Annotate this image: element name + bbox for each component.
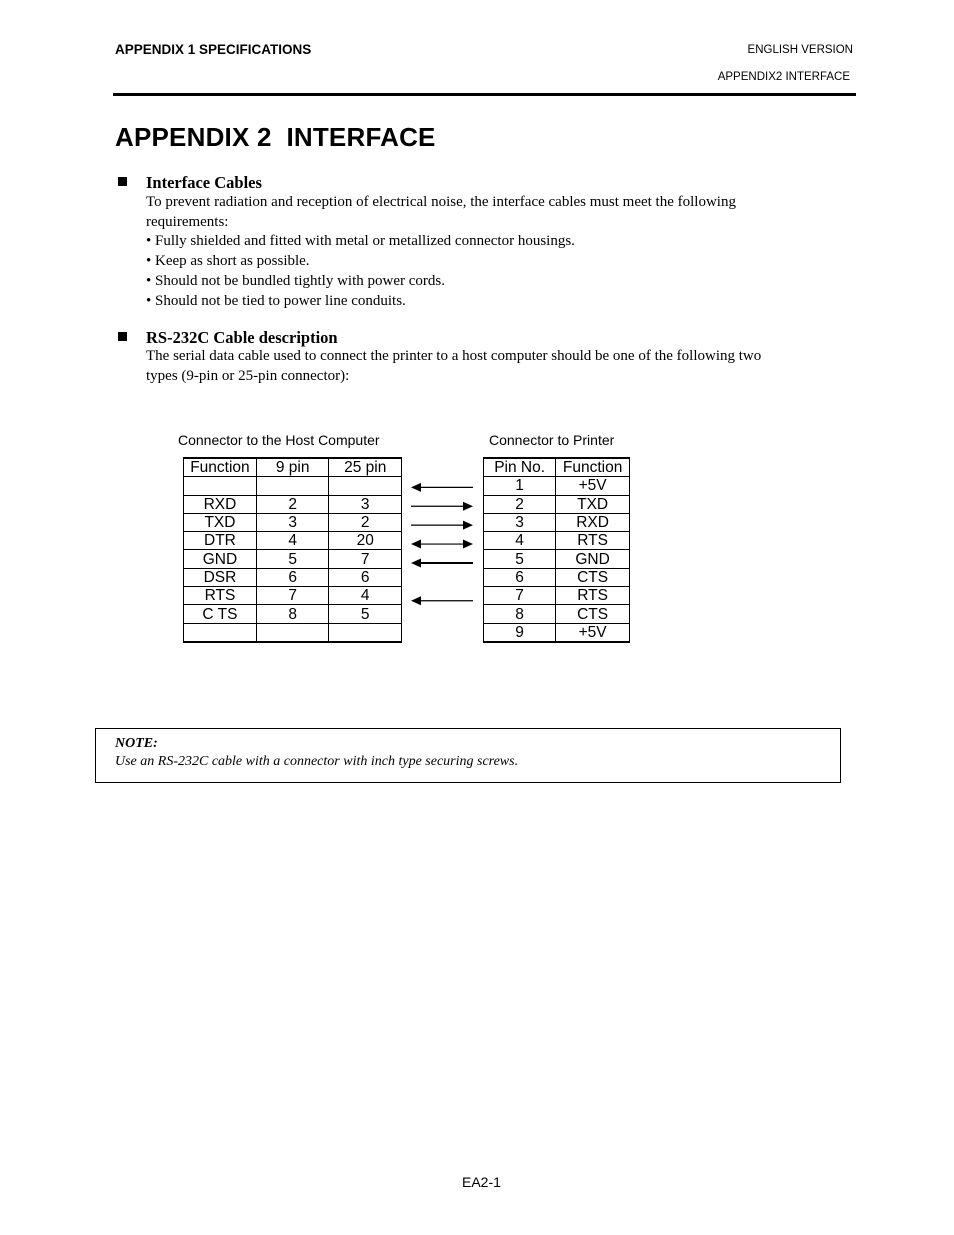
printer-table-row	[484, 495, 630, 513]
printer-table-column-header: Function	[556, 458, 630, 477]
rs232c-body	[146, 347, 826, 386]
requirement-item: • Keep as short as possible.	[146, 253, 310, 269]
host-table-row	[184, 623, 402, 642]
printer-table-header-row	[484, 458, 630, 477]
host-table-cell	[184, 623, 257, 642]
host-table-row	[184, 532, 402, 550]
host-table-cell: TXD	[184, 513, 257, 531]
printer-table-row	[484, 532, 630, 550]
host-table-cell: 7	[256, 587, 329, 605]
host-table-header-row	[184, 458, 402, 477]
arrow-right-icon	[411, 521, 473, 530]
host-table-row	[184, 605, 402, 623]
host-table-cell: C TS	[184, 605, 257, 623]
printer-table-column-header: Pin No.	[484, 458, 556, 477]
host-table-column-header: Function	[184, 458, 257, 477]
signal-direction-arrows	[405, 457, 481, 649]
note-title: NOTE:	[115, 736, 158, 751]
printer-connector-table	[483, 457, 630, 643]
printer-table-row	[484, 623, 630, 642]
host-table-cell: 5	[329, 605, 402, 623]
arrow-left-icon	[411, 558, 473, 567]
host-table-cell	[256, 477, 329, 495]
section-heading-interface-cables: Interface Cables	[146, 173, 262, 192]
interface-cables-intro-line: requirements:	[146, 213, 229, 230]
printer-table-cell: TXD	[556, 495, 630, 513]
printer-table-cell: 5	[484, 550, 556, 568]
rs232c-intro-line: The serial data cable used to connect the printer to a host computer should be one of the following two	[146, 348, 762, 364]
square-bullet-icon	[118, 332, 127, 341]
host-table-row	[184, 550, 402, 568]
host-table-cell: RXD	[184, 495, 257, 513]
page-title: APPENDIX 2 INTERFACE	[115, 122, 436, 152]
header-rule	[113, 93, 856, 96]
printer-table-cell: 4	[484, 532, 556, 550]
host-table-cell: DTR	[184, 532, 257, 550]
interface-cables-body	[146, 193, 826, 311]
host-table-row	[184, 495, 402, 513]
host-table-cell	[329, 477, 402, 495]
printer-table-row	[484, 550, 630, 568]
running-header-left: APPENDIX 1 SPECIFICATIONS	[115, 42, 312, 57]
printer-table-cell: CTS	[556, 605, 630, 623]
printer-table-row	[484, 587, 630, 605]
printer-table-cell: 8	[484, 605, 556, 623]
host-table-cell: 6	[256, 568, 329, 586]
running-header-section: APPENDIX2 INTERFACE	[717, 71, 850, 83]
host-table-row	[184, 513, 402, 531]
printer-table-row	[484, 513, 630, 531]
host-table-row	[184, 477, 402, 495]
printer-table-cell: +5V	[556, 477, 630, 495]
square-bullet-icon	[118, 177, 127, 186]
printer-table-cell: RXD	[556, 513, 630, 531]
host-table-cell: 5	[256, 550, 329, 568]
interface-cables-intro-line: To prevent radiation and reception of electrical noise, the interface cables must meet the following	[146, 194, 736, 210]
arrow-right-icon	[411, 502, 473, 511]
host-table-cell: 4	[256, 532, 329, 550]
host-table-row	[184, 568, 402, 586]
rs232c-intro-line: types (9-pin or 25-pin connector):	[146, 367, 350, 384]
note-box	[95, 728, 841, 783]
host-table-cell: DSR	[184, 568, 257, 586]
arrow-both-icon	[411, 540, 473, 549]
host-table-cell: 7	[329, 550, 402, 568]
host-table-cell	[329, 623, 402, 642]
host-table-cell	[184, 477, 257, 495]
host-table-cell	[256, 623, 329, 642]
printer-table-cell: RTS	[556, 532, 630, 550]
note-text: Use an RS-232C cable with a connector with inch type securing screws.	[115, 754, 519, 769]
host-table-cell: 8	[256, 605, 329, 623]
requirement-item: • Should not be bundled tightly with power cords.	[146, 273, 445, 289]
section-heading-rs232c: RS-232C Cable description	[146, 328, 338, 347]
printer-table-cell: 3	[484, 513, 556, 531]
host-table-row	[184, 587, 402, 605]
printer-table-cell: CTS	[556, 568, 630, 586]
page-number: EA2-1	[462, 1174, 501, 1190]
host-table-cell: 2	[329, 513, 402, 531]
host-table-cell: 3	[329, 495, 402, 513]
printer-table-cell: 2	[484, 495, 556, 513]
printer-table-row	[484, 477, 630, 495]
host-connector-caption: Connector to the Host Computer	[178, 432, 380, 448]
host-table-cell: 6	[329, 568, 402, 586]
requirement-item: • Fully shielded and fitted with metal or metallized connector housings.	[146, 233, 575, 249]
printer-table-cell: 7	[484, 587, 556, 605]
printer-table-cell: 6	[484, 568, 556, 586]
printer-table-cell: GND	[556, 550, 630, 568]
host-table-cell: 2	[256, 495, 329, 513]
printer-table-cell: 1	[484, 477, 556, 495]
running-header-version: ENGLISH VERSION	[747, 44, 853, 56]
printer-table-cell: 9	[484, 623, 556, 642]
printer-connector-caption: Connector to Printer	[489, 432, 615, 448]
arrow-left-icon	[411, 483, 473, 492]
printer-table-cell: +5V	[556, 623, 630, 642]
host-table-column-header: 25 pin	[329, 458, 402, 477]
host-table-cell: 3	[256, 513, 329, 531]
host-connector-table	[183, 457, 402, 643]
requirement-item: • Should not be tied to power line conduits.	[146, 292, 406, 309]
printer-table-row	[484, 605, 630, 623]
printer-table-cell: RTS	[556, 587, 630, 605]
printer-table-row	[484, 568, 630, 586]
host-table-cell: GND	[184, 550, 257, 568]
host-table-cell: 20	[329, 532, 402, 550]
host-table-cell: RTS	[184, 587, 257, 605]
host-table-cell: 4	[329, 587, 402, 605]
host-table-column-header: 9 pin	[256, 458, 329, 477]
arrow-left-icon	[411, 596, 473, 605]
